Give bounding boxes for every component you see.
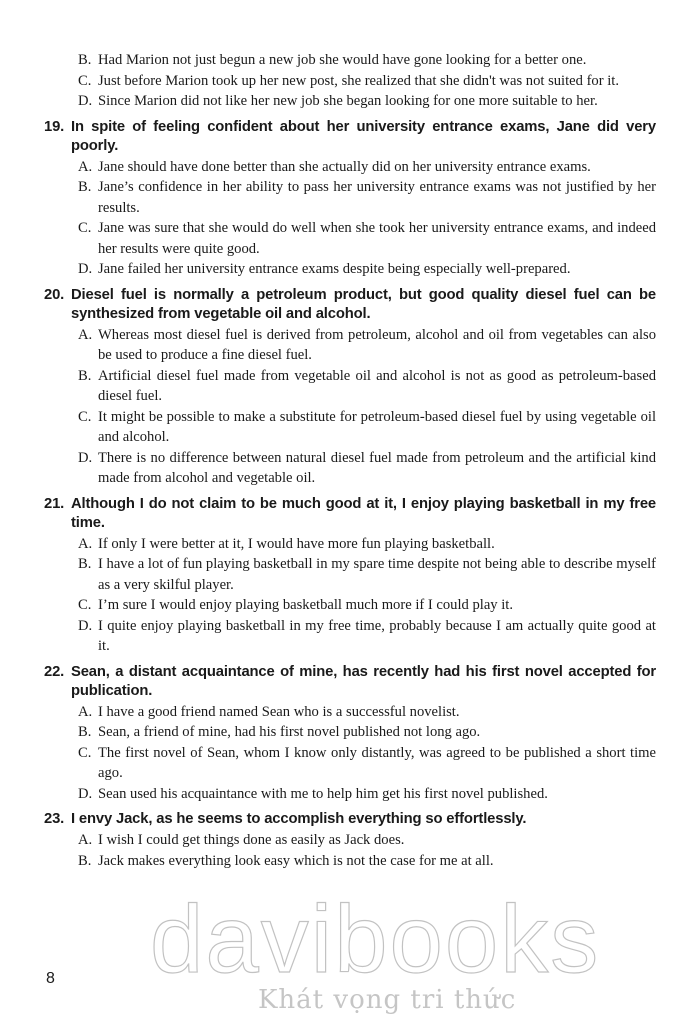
option-text: I have a lot of fun playing basketball in my spare time despite not being able to describe myself as a very skilful player. [98, 556, 656, 593]
option-text: Artificial diesel fuel made from vegetable oil and alcohol is not as good as petroleum-based diesel fuel. [98, 367, 656, 404]
option-letter: B. [78, 52, 92, 68]
option-letter: C. [78, 408, 92, 425]
option-letter: D. [78, 617, 93, 634]
option-22-d [44, 784, 656, 805]
option-21-d [44, 616, 656, 657]
option-23-a [44, 830, 656, 851]
option-20-a [44, 325, 656, 366]
question-text: Diesel fuel is normally a petroleum product, but good quality diesel fuel can be synthesized from vegetable oil and alcohol. [71, 286, 656, 322]
option-letter: D. [78, 93, 93, 109]
option-letter: A. [78, 703, 93, 720]
option-text: Sean used his acquaintance with me to help him get his first novel published. [98, 785, 548, 802]
question-text: In spite of feeling confident about her university entrance exams, Jane did very poorly. [71, 118, 656, 154]
option-letter: B. [78, 179, 92, 195]
option-20-c [44, 407, 656, 448]
option-20-b [44, 366, 656, 407]
option-letter: D. [78, 261, 93, 277]
question-23 [44, 810, 656, 871]
option-text: Just before Marion took up her new post, she realized that she didn't was not suited for it. [98, 72, 619, 89]
option-text: If only I were better at it, I would have more fun playing basketball. [98, 535, 495, 552]
option-19-a [44, 157, 656, 178]
option-text: Had Marion not just begun a new job she would have gone looking for a better one. [98, 52, 587, 68]
question-text: I envy Jack, as he seems to accomplish everything so effortlessly. [71, 811, 527, 827]
option-letter: D. [78, 449, 93, 466]
question-18-options [44, 50, 656, 112]
option-18-d [44, 91, 656, 112]
question-number: 21. [44, 495, 65, 512]
option-text: I have a good friend named Sean who is a successful novelist. [98, 703, 460, 720]
option-text: Jack makes everything look easy which is not the case for me at all. [98, 852, 494, 869]
option-22-a [44, 702, 656, 723]
option-letter: B. [78, 852, 92, 869]
page-number: 8 [46, 970, 55, 987]
watermark-logo: davibooks [150, 886, 601, 993]
question-19 [44, 118, 656, 280]
option-22-c [44, 743, 656, 784]
option-letter: A. [78, 832, 93, 848]
question-prompt [44, 810, 656, 829]
option-text: I’m sure I would enjoy playing basketball much more if I could play it. [98, 597, 514, 613]
option-23-b [44, 851, 656, 872]
option-letter: A. [78, 326, 93, 343]
option-letter: D. [78, 785, 93, 802]
option-text: It might be possible to make a substitute for petroleum-based diesel fuel by using vegetable oil and alcohol. [98, 408, 656, 445]
option-18-b [44, 50, 656, 71]
option-text: Jane should have done better than she actually did on her university entrance exams. [98, 158, 591, 175]
question-text: Although I do not claim to be much good at it, I enjoy playing basketball in my free time. [71, 495, 656, 531]
question-number: 23. [44, 811, 65, 827]
question-prompt [44, 118, 656, 156]
question-number: 22. [44, 663, 65, 680]
question-text: Sean, a distant acquaintance of mine, has recently had his first novel accepted for publication. [71, 663, 656, 699]
option-text: There is no difference between natural diesel fuel made from petroleum and the artificial kind made from alcohol and vegetable oil. [98, 449, 656, 486]
option-text: Jane was sure that she would do well when she took her university entrance exams, and indeed her results were quite good. [98, 220, 656, 257]
option-20-d [44, 448, 656, 489]
option-letter: C. [78, 597, 92, 613]
option-21-a [44, 534, 656, 555]
option-text: I wish I could get things done as easily as Jack does. [98, 832, 405, 848]
option-text: I quite enjoy playing basketball in my free time, probably because I am actually quite good at it. [98, 617, 656, 654]
option-text: Jane’s confidence in her ability to pass her university entrance exams was not justified by her results. [98, 179, 656, 216]
option-letter: C. [78, 744, 92, 761]
option-19-b [44, 177, 656, 218]
option-text: Jane failed her university entrance exams despite being especially well-prepared. [98, 261, 571, 277]
option-21-c [44, 595, 656, 616]
question-20 [44, 286, 656, 489]
option-letter: C. [78, 72, 92, 89]
question-22 [44, 663, 656, 805]
option-letter: B. [78, 724, 92, 740]
question-number: 20. [44, 286, 65, 303]
watermark-slogan: Khát vọng tri thức [258, 985, 517, 1015]
option-letter: C. [78, 220, 92, 236]
question-prompt [44, 495, 656, 533]
page-content [44, 50, 656, 871]
option-18-c [44, 71, 656, 92]
option-21-b [44, 554, 656, 595]
question-21 [44, 495, 656, 657]
option-19-c [44, 218, 656, 259]
question-prompt [44, 286, 656, 324]
option-letter: B. [78, 556, 92, 572]
option-text: Sean, a friend of mine, had his first novel published not long ago. [98, 724, 481, 740]
option-22-b [44, 722, 656, 743]
option-19-d [44, 259, 656, 280]
question-prompt [44, 663, 656, 701]
option-letter: A. [78, 535, 93, 552]
option-text: The first novel of Sean, whom I know only distantly, was agreed to be published a short time ago. [98, 744, 656, 781]
question-number: 19. [44, 118, 65, 135]
option-letter: B. [78, 367, 92, 384]
option-letter: A. [78, 158, 93, 175]
option-text: Since Marion did not like her new job she began looking for one more suitable to her. [98, 93, 598, 109]
option-text: Whereas most diesel fuel is derived from petroleum, alcohol and oil from vegetables can also be used to produce a fine diesel fuel. [98, 326, 656, 363]
